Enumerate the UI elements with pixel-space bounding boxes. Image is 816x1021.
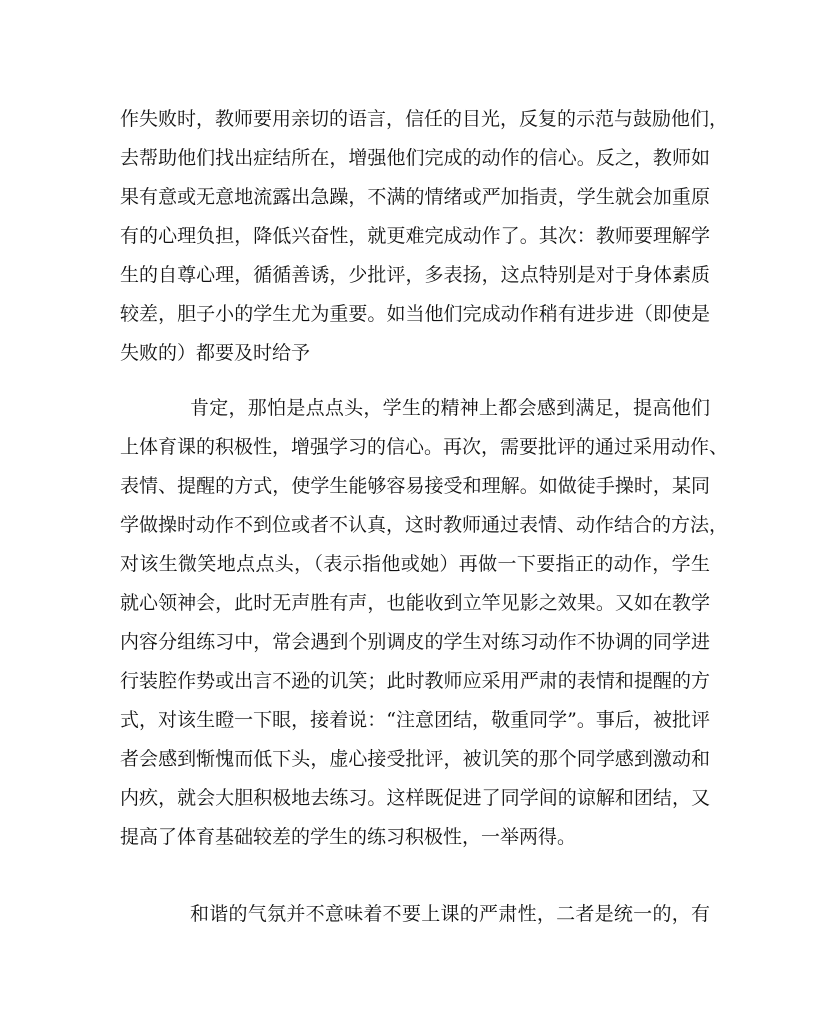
- paragraph-2-line-7: 内容分组练习中，常会遇到个别调皮的学生对练习动作不协调的同学进: [120, 631, 710, 653]
- paragraph-2-line-4: 学做操时动作不到位或者不认真，这时教师通过表情、动作结合的方法，: [120, 514, 729, 536]
- paragraph-3-line-1: 和谐的气氛并不意味着不要上课的严肃性，二者是统一的，有: [190, 903, 710, 925]
- paragraph-1-line-4: 有的心理负担，降低兴奋性，就更难完成动作了。其次：教师要理解学: [120, 225, 710, 247]
- paragraph-2-line-10: 者会感到惭愧而低下头，虚心接受批评，被讥笑的那个同学感到激动和: [120, 748, 710, 770]
- paragraph-2-line-2: 上体育课的积极性，增强学习的信心。再次，需要批评的通过采用动作、: [120, 436, 729, 458]
- paragraph-1-line-5: 生的自尊心理，循循善诱，少批评，多表扬，这点特别是对于身体素质: [120, 264, 710, 286]
- paragraph-1-line-2: 去帮助他们找出症结所在，增强他们完成的动作的信心。反之，教师如: [120, 147, 710, 169]
- paragraph-2-line-11: 内疚，就会大胆积极地去练习。这样既促进了同学间的谅解和团结，又: [120, 787, 710, 809]
- paragraph-2-line-3: 表情、提醒的方式，使学生能够容易接受和理解。如做徒手操时，某同: [120, 475, 710, 497]
- paragraph-1-line-3: 果有意或无意地流露出急躁，不满的情绪或严加指责，学生就会加重原: [120, 186, 710, 208]
- paragraph-2-line-1: 肯定，那怕是点点头，学生的精神上都会感到满足，提高他们: [190, 397, 710, 419]
- paragraph-2-line-6: 就心领神会，此时无声胜有声，也能收到立竿见影之效果。又如在教学: [120, 592, 710, 614]
- paragraph-2-line-9: 式，对该生瞪一下眼，接着说：“注意团结，敬重同学”。事后，被批评: [120, 709, 710, 731]
- paragraph-1-line-7: 失败的）都要及时给予: [120, 342, 311, 364]
- paragraph-2-line-8: 行装腔作势或出言不逊的讥笑；此时教师应采用严肃的表情和提醒的方: [120, 670, 710, 692]
- paragraph-1-line-6: 较差，胆子小的学生尤为重要。如当他们完成动作稍有进步进（即使是: [120, 303, 710, 325]
- paragraph-2-line-12: 提高了体育基础较差的学生的练习积极性，一举两得。: [120, 826, 577, 848]
- paragraph-1-line-1: 作失败时，教师要用亲切的语言，信任的目光，反复的示范与鼓励他们，: [120, 108, 729, 130]
- paragraph-2-line-5: 对该生微笑地点点头，（表示指他或她）再做一下要指正的动作，学生: [120, 553, 710, 575]
